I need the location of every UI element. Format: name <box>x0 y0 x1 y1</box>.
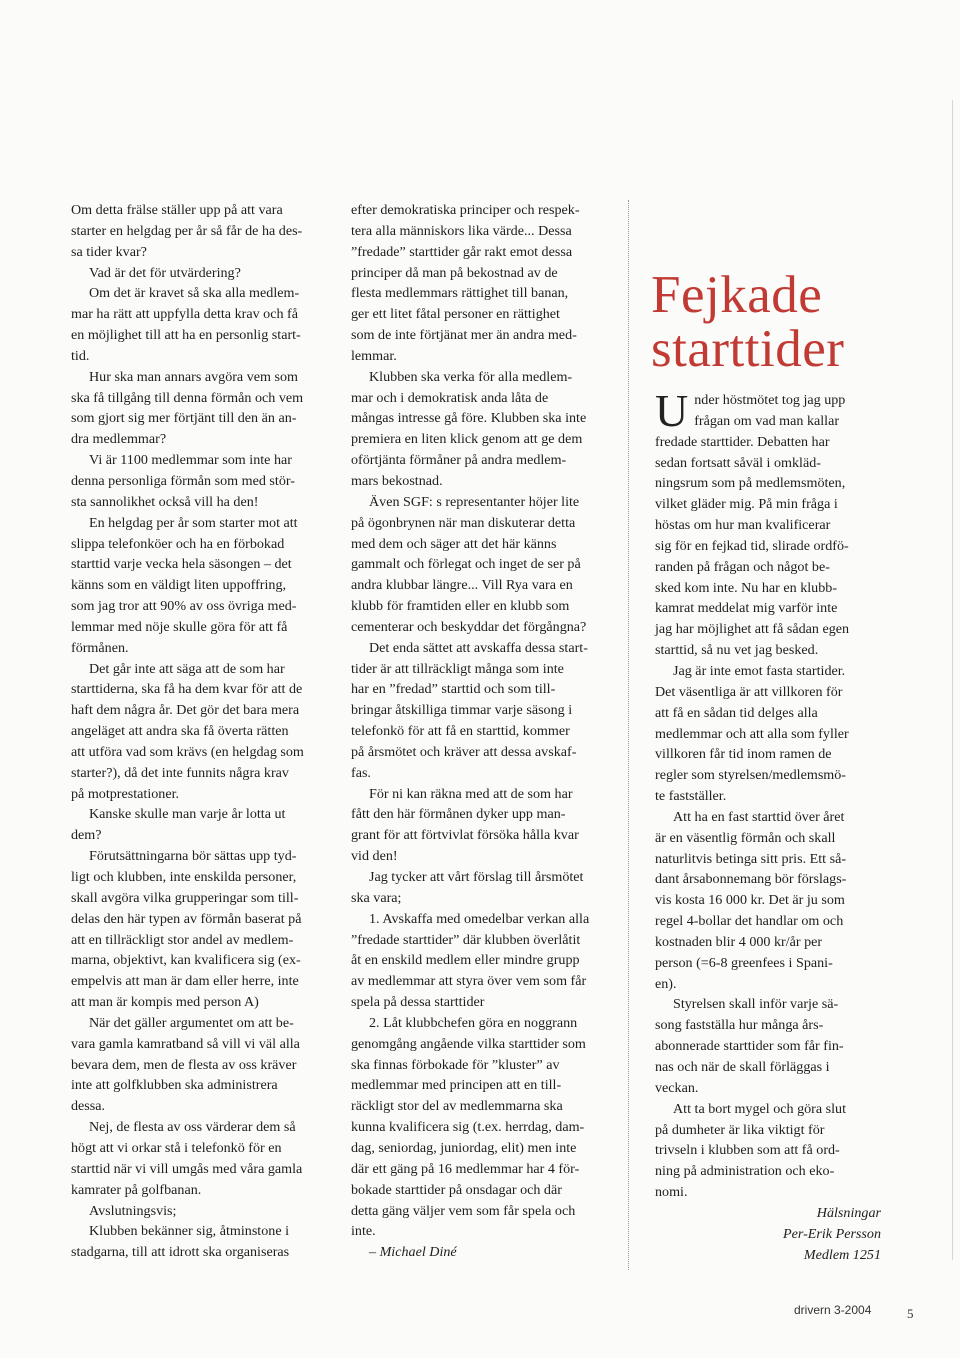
text-line: randen på frågan och något be- <box>655 558 830 575</box>
text-line: Klubben ska verka för alla medlem- <box>369 368 573 385</box>
text-line: sta sannolikhet också vill ha den! <box>71 493 259 510</box>
text-line: höstas om hur man kvalificerar <box>655 517 831 534</box>
text-line: som gjort sig mer förtjänt till den än an- <box>71 410 297 427</box>
text-line: – Michael Diné <box>369 1244 457 1261</box>
text-line: andra klubbar längre... Vill Rya vara en <box>351 577 573 594</box>
text-line: Hur ska man annars avgöra vem som <box>89 368 298 385</box>
page-edge-rule <box>952 100 953 1260</box>
text-line: av medlemmar att styra över vem som får <box>351 973 587 990</box>
text-line: Att ta bort mygel och göra slut <box>673 1100 847 1117</box>
text-line: inte att golfklubben ska administrera <box>71 1077 278 1094</box>
text-line: klubb för framtiden eller en klubb som <box>351 598 570 615</box>
text-line: att få en sådan tid delges alla <box>655 704 818 721</box>
text-line: en). <box>655 975 677 992</box>
text-line: trivseln i klubben som att få ord- <box>655 1142 840 1159</box>
text-line: Att ha en fast starttid över året <box>673 808 845 825</box>
text-line: fas. <box>351 764 371 781</box>
text-line: mar ha rätt att uppfylla detta krav och få <box>71 306 298 323</box>
text-line: Per-Erik Persson <box>783 1225 881 1242</box>
text-line: på dumheter är lika viktigt för <box>655 1121 825 1138</box>
text-line: Om det är kravet så ska alla medlem- <box>89 285 300 302</box>
text-line: kunna kvalificera sig (t.ex. herrdag, dam- <box>351 1119 585 1136</box>
text-line: te fastställer. <box>655 788 727 805</box>
text-line: räckligt stor del av medlemmarna ska <box>351 1098 563 1115</box>
text-line: Vad är det för utvärdering? <box>89 264 241 281</box>
text-line: inte. <box>351 1223 376 1240</box>
text-line: Även SGF: s representanter höjer lite <box>369 493 580 510</box>
text-line: detta gäng väljer vem som får spela och <box>351 1202 576 1219</box>
text-line: mångas intresse gå före. Klubben ska inte <box>351 410 587 427</box>
footer-page-number: 5 <box>907 1306 914 1321</box>
text-line: på årsmötet och kräver att dessa avskaf- <box>351 743 577 760</box>
text-line: telefonkö för att få en starttid, kommer <box>351 723 570 740</box>
text-line: Klubben bekänner sig, åtminstone i <box>89 1223 290 1240</box>
text-line: mar och i demokratisk anda låta de <box>351 389 549 406</box>
text-line: en möjlighet till att ha en personlig start- <box>71 327 301 344</box>
text-line: När det gäller argumentet om att be- <box>89 1014 294 1031</box>
text-line: ligt och klubben, inte enskilda personer, <box>71 869 297 885</box>
text-line: gammalt och förlegat och inget de ser på <box>351 556 581 573</box>
text-line: lemmar med nöje skulle göra för att få <box>71 618 288 635</box>
text-line: delas den här typen av förmån baserat på <box>71 910 302 927</box>
text-line: flesta medlemmars rättighet till banan, <box>351 285 569 302</box>
text-line: Nej, de flesta av oss värderar dem så <box>89 1119 296 1136</box>
text-line: Om detta frälse ställer upp på att vara <box>71 202 283 218</box>
footer-magazine-issue: drivern 3-2004 <box>794 1303 872 1317</box>
text-line: åt en enskild medlem eller mindre grupp <box>351 952 580 969</box>
text-line: song fastställa hur många års- <box>655 1017 824 1034</box>
article-column-2 <box>351 200 613 1263</box>
text-line: Vi är 1100 medlemmar som inte har <box>89 452 292 469</box>
text-line: som jag tror att 90% av oss övriga med- <box>71 598 297 615</box>
text-line: starter?), då det inte funnits några krav <box>71 764 289 781</box>
text-line: medlemmar och att alla som fyller <box>655 725 849 742</box>
text-line: ”fredade starttider” där klubben överlåtit <box>351 931 581 948</box>
text-line: skall avgöra vilka grupperingar som till- <box>71 889 299 906</box>
text-line: på ögonbrynen när man diskuterar detta <box>351 514 576 531</box>
text-line: fredade starttider. Debatten har <box>655 433 830 450</box>
text-line: medlemmar med principen att en till- <box>351 1077 562 1094</box>
drop-cap: U <box>655 385 689 436</box>
text-line: För ni kan räkna med att de som har <box>369 785 573 802</box>
text-line: nas och när de skall förläggas i <box>655 1059 830 1075</box>
text-line: kostnaden blir 4 000 kr/år per <box>655 933 823 950</box>
text-line: vid den! <box>351 848 398 865</box>
text-line: Det enda sättet att avskaffa dessa start- <box>369 639 588 656</box>
text-line: premiera en liten klick genom att ge dem <box>351 431 583 448</box>
text-line: frågan om vad man kallar <box>694 412 840 429</box>
text-line: ska vara; <box>351 889 402 906</box>
text-line: är en väsentlig förmån och skall <box>655 829 836 846</box>
text-line: naturlitvis betinga sitt pris. Ett så- <box>655 850 847 867</box>
text-line: att en tillräckligt stor andel av medlem- <box>71 931 294 948</box>
text-line: haft dem några år. Det gör det bara mera <box>71 702 300 719</box>
text-line: har en ”fredad” starttid och som till- <box>351 681 556 698</box>
text-line: sig för en fejkad tid, slirade ordfö- <box>655 537 849 554</box>
text-line: Jag är inte emot fasta startider. <box>673 662 846 679</box>
text-line: mars bekostnad. <box>351 472 443 489</box>
text-line: starttid, så nu vet jag besked. <box>655 642 819 659</box>
text-line: regel 4-bollar det handlar om och <box>655 913 844 930</box>
headline-line-1: Fejkade <box>651 266 823 324</box>
article-column-1 <box>71 200 333 1263</box>
text-line: 2. Låt klubbchefen göra en noggrann <box>369 1014 578 1031</box>
text-line: känns som en väldigt liten uppoffring, <box>71 577 287 594</box>
text-line: dessa. <box>71 1098 106 1115</box>
text-line: Det väsentliga är att villkoren för <box>655 683 843 700</box>
text-line: förmånen. <box>71 639 129 656</box>
text-line: kamrater på golfbanan. <box>71 1181 202 1198</box>
text-line: bringar åtskilliga timmar varje säsong i <box>351 702 573 719</box>
text-line: sa tider kvar? <box>71 243 147 260</box>
text-line: tider är att tillräckligt många som inte <box>351 660 564 677</box>
text-line: lemmar. <box>351 347 397 364</box>
text-line: bevara dem, men de flesta av oss kräver <box>71 1056 297 1073</box>
text-line: sedan fortsatt såväl i omkläd- <box>655 454 821 471</box>
sidebar-headline <box>651 268 891 376</box>
text-line: oförtjänta förmåner på andra medlem- <box>351 452 567 469</box>
sidebar-column <box>655 385 881 1265</box>
text-line: denna personliga förmån som med stör- <box>71 472 295 489</box>
text-line: Avslutningsvis; <box>89 1202 177 1219</box>
text-line: ning på administration och eko- <box>655 1163 835 1180</box>
text-line: dra medlemmar? <box>71 431 167 448</box>
text-line: empelvis att man är dam eller herre, inte <box>71 973 299 990</box>
text-line: att man är kompis med person A) <box>71 994 259 1011</box>
text-line: Hälsningar <box>816 1204 881 1221</box>
text-line: kamrat meddelat mig varför inte <box>655 600 838 617</box>
text-line: stadgarna, till att idrott ska organiseras <box>71 1244 290 1261</box>
text-line: nder höstmötet tog jag upp <box>694 392 846 408</box>
text-line: Medlem 1251 <box>803 1246 881 1263</box>
text-line: cementerar och beskyddar det förgångna? <box>351 618 587 635</box>
text-line: ger ett litet fåtal personer en rättighet <box>351 306 560 323</box>
text-line: tera alla människors lika värde... Dessa <box>351 222 572 239</box>
text-line: med dem och säger att det här känns <box>351 535 557 552</box>
headline-line-2: starttider <box>651 320 845 378</box>
text-line: efter demokratiska principer och respek- <box>351 202 580 218</box>
text-line: starttid varje vecka hela säsongen – det <box>71 556 292 573</box>
text-line: bokade starttider på onsdagar och där <box>351 1181 562 1198</box>
text-line: spela på dessa starttider <box>351 994 485 1011</box>
text-line: nomi. <box>655 1184 688 1201</box>
text-line: ska finnas förbokade för ”kluster” av <box>351 1056 560 1073</box>
text-line: starttid när vi vill umgås med våra gamla <box>71 1160 303 1177</box>
text-line: En helgdag per år som starter mot att <box>89 514 298 531</box>
text-line: marna, objektivt, kan kvalificera sig (ex- <box>71 952 301 969</box>
text-line: på motprestationer. <box>71 785 180 802</box>
text-line: grant för att förtvivlat försöka hålla kvar <box>351 827 579 844</box>
text-line: ”fredade” starttider går rakt emot dessa <box>351 243 573 260</box>
text-line: jag har möjlighet att få sådan egen <box>655 621 850 638</box>
text-line: veckan. <box>655 1079 699 1096</box>
text-line: ska få tillgång till denna förmån och vem <box>71 389 304 406</box>
text-line: Styrelsen skall inför varje sä- <box>673 996 839 1013</box>
text-line: tid. <box>71 347 90 364</box>
text-line: vilket gläder mig. På min fråga i <box>655 496 838 513</box>
text-line: högt att vi orkar stå i telefonkö för en <box>71 1139 282 1156</box>
text-line: fått den här förmånen dyker upp man- <box>351 806 566 823</box>
text-line: angeläget att andra ska få överta rätten <box>71 723 289 740</box>
text-line: vis kosta 16 000 kr. Det är ju som <box>655 892 845 909</box>
text-line: 1. Avskaffa med omedelbar verkan alla <box>369 910 590 927</box>
text-line: villkoren får tid inom ramen de <box>655 746 832 763</box>
text-line: Det går inte att säga att de som har <box>89 660 285 677</box>
column-divider <box>628 200 629 1270</box>
text-line: dem? <box>71 827 102 844</box>
text-line: vara gamla kamratband så vill vi väl alla <box>71 1035 300 1052</box>
text-line: abonnerade starttider som får fin- <box>655 1038 844 1055</box>
text-line: dant årsabonnemang bör förslags- <box>655 871 847 888</box>
text-line: att utföra vad som krävs (en helgdag som <box>71 743 304 760</box>
text-line: genomgång angående vilka starttider som <box>351 1035 586 1052</box>
text-line: Kanske skulle man varje år lotta ut <box>89 806 286 823</box>
text-line: slippa telefonköer och ha en förbokad <box>71 535 285 552</box>
text-line: starter en helgdag per år så får de ha des- <box>71 222 303 239</box>
text-line: sked kom inte. Nu har en klubb- <box>655 579 838 596</box>
text-line: Jag tycker att vårt förslag till årsmötet <box>369 869 584 885</box>
text-line: som de inte förtjänat mer än andra med- <box>351 327 577 344</box>
text-line: person (=6-8 greenfees i Spani- <box>655 954 833 971</box>
text-line: regler som styrelsen/medlemsmö- <box>655 767 847 784</box>
text-line: dag, seniordag, juniordag, elit) men inte <box>351 1139 577 1156</box>
text-line: starttiderna, ska få ha dem kvar för att de <box>71 681 303 698</box>
text-line: Förutsättningarna bör sättas upp tyd- <box>89 848 297 865</box>
text-line: där ett gäng på 16 medlemmar har 4 för- <box>351 1160 580 1177</box>
text-line: principer då man på bekostnad av de <box>351 264 558 281</box>
text-line: ningsrum som på medlemsmöten, <box>655 475 846 492</box>
